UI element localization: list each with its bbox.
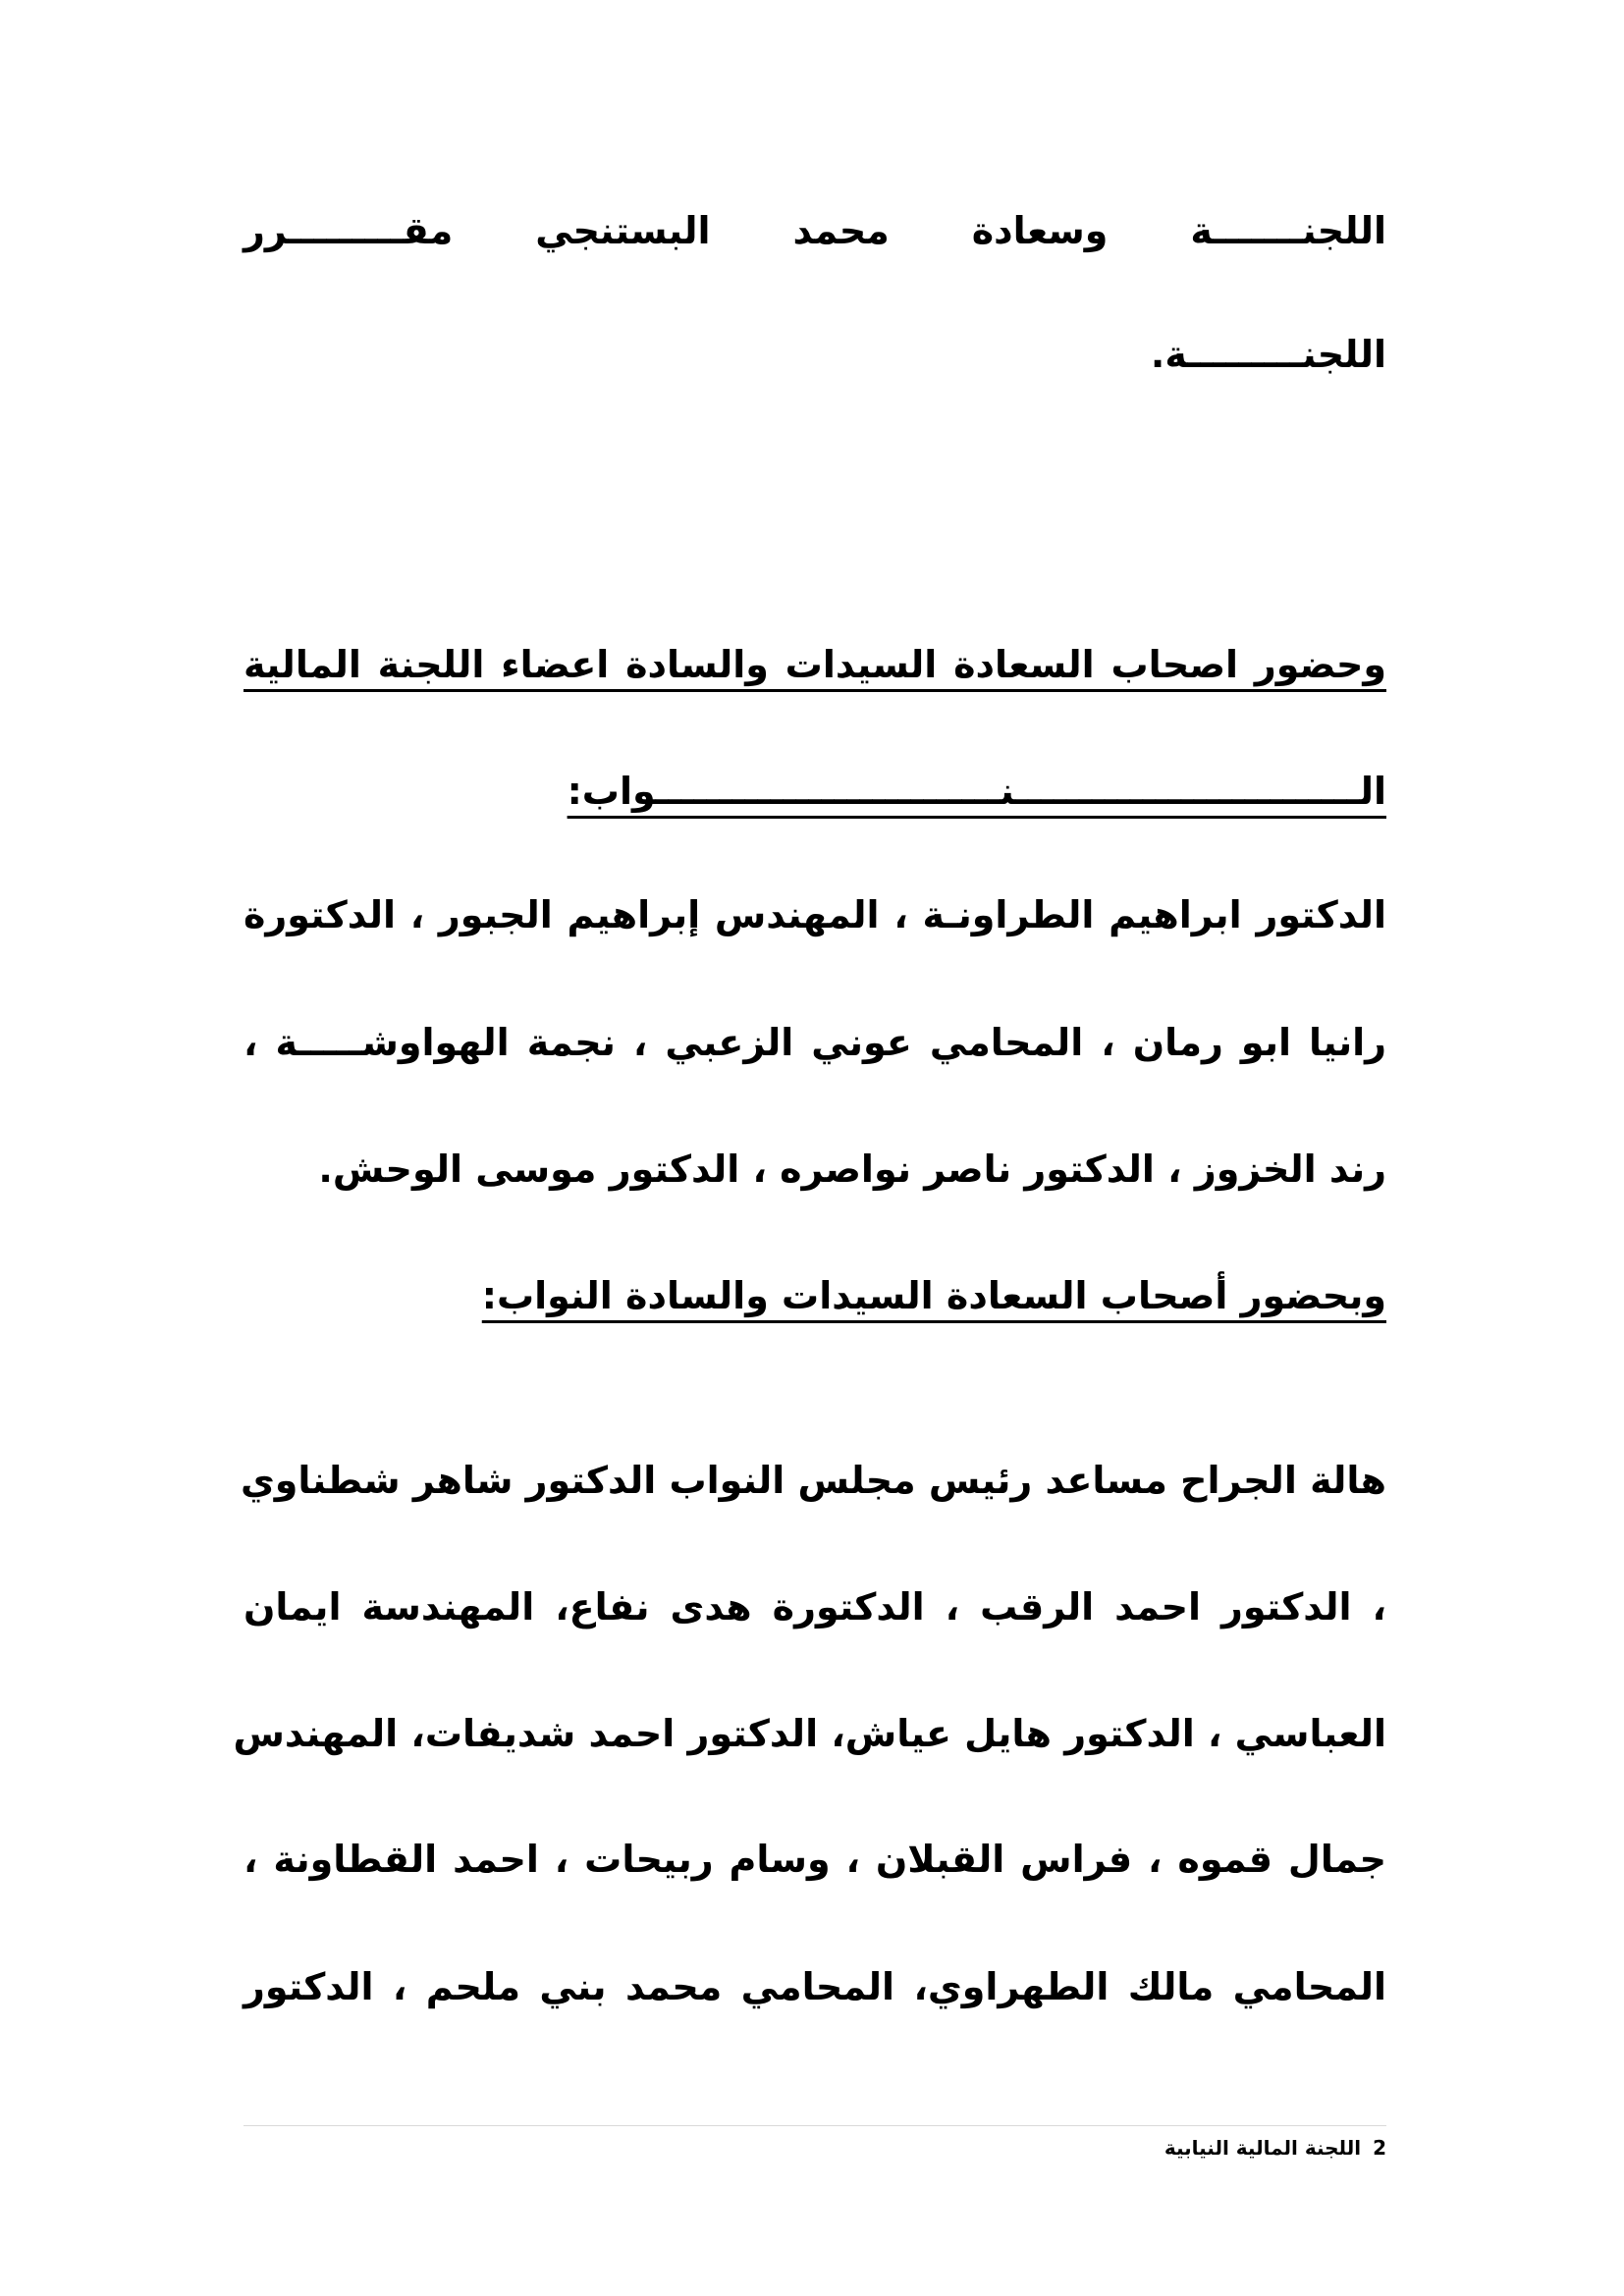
opening-line-1: اللجنـــــــة وسعادة محمد البستنجي مقـــــــــرر <box>244 209 1386 252</box>
attendees-heading: وبحضور أصحاب السعادة السيدات والسادة النواب: <box>481 1274 1386 1317</box>
members-line-2: رانيا ابو رمان ، المحامي عوني الزعبي ، نجمة الهواوشـــــة ، <box>244 1021 1386 1064</box>
footer-divider <box>244 2125 1386 2126</box>
members-line-1: الدكتور ابراهيم الطراونـة ، المهندس إبراهيم الجبور ، الدكتورة <box>244 893 1386 936</box>
members-line-3: رند الخزوز ، الدكتور ناصر نواصره ، الدكتور موسى الوحش. <box>318 1148 1386 1191</box>
document-page <box>233 0 1386 2296</box>
attendees-line-1: هالة الجراح مساعد رئيس مجلس النواب الدكتور شاهر شطناوي <box>240 1459 1386 1502</box>
page-footer <box>1164 2136 1386 2160</box>
attendees-line-5: المحامي مالك الطهراوي، المحامي محمد بني ملحم ، الدكتور <box>244 1965 1386 2008</box>
attendees-line-2: ، الدكتور احمد الرقب ، الدكتورة هدى نفاع، المهندسة ايمان <box>244 1585 1386 1629</box>
members-heading-line-1: وحضور اصحاب السعادة السيدات والسادة اعضاء اللجنة المالية <box>244 643 1386 686</box>
attendees-line-4: جمال قموه ، فراس القبلان ، وسام ربيحات ، احمد القطاونة ، <box>244 1838 1386 1881</box>
page-number: 2 <box>1373 2136 1386 2160</box>
attendees-line-3: العباسي ، الدكتور هايل عياش، الدكتور احمد شديفات، المهندس <box>233 1712 1386 1755</box>
members-heading-line-2: الـــــــــــــــــــــــــــنـــــــــــــــــــــــــــواب: <box>567 770 1386 813</box>
footer-title: اللجنة المالية النيابية <box>1164 2136 1362 2160</box>
opening-line-2: اللجنـــــــــة. <box>1150 333 1386 376</box>
